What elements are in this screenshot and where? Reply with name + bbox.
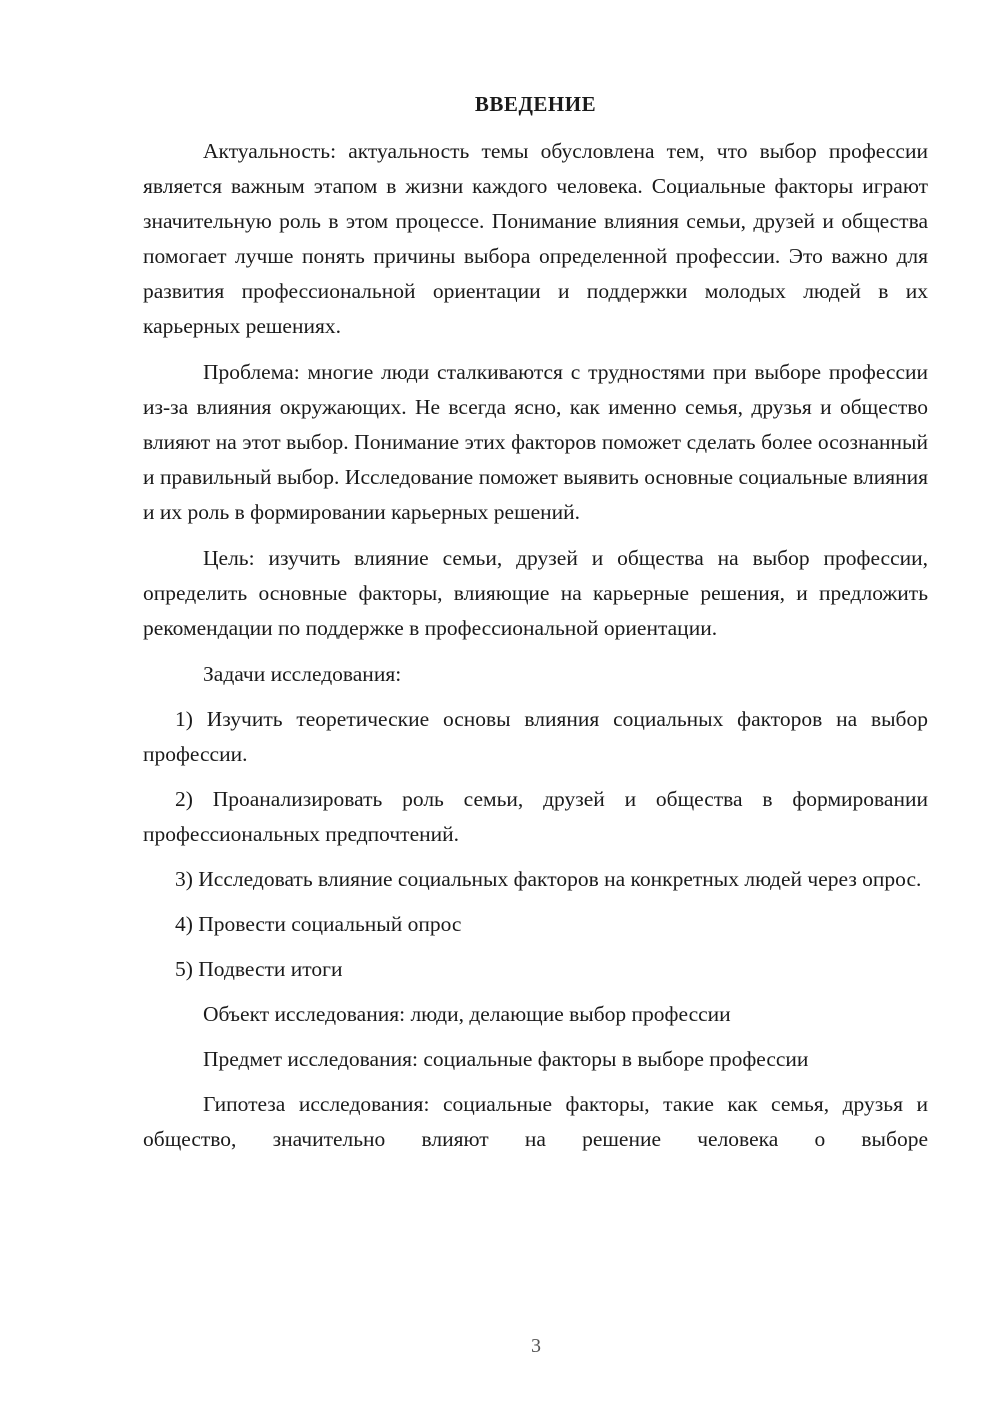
section-heading: ВВЕДЕНИЕ	[474, 92, 597, 116]
research-object: Объект исследования: люди, делающие выбор профессии	[203, 1002, 731, 1026]
task-item-4: 4) Провести социальный опрос	[175, 912, 462, 936]
task-item-3: 3) Исследовать влияние социальных факторов на конкретных людей через опрос.	[175, 867, 922, 891]
document-page	[143, 92, 928, 1168]
goal-paragraph: Цель: изучить влияние семьи, друзей и общества на выбор профессии, определить основные факторы, влияющие на карьерные решения, и предложить рекомендации по поддержке в профессиональной ориентации.	[143, 546, 928, 640]
problem-paragraph: Проблема: многие люди сталкиваются с трудностями при выборе профессии из-за влияния окружающих. Не всегда ясно, как именно семья, друзья и общество влияют на этот выбор. Понимание этих факторов поможет сделать более осознанный и правильный выбор. Исследование поможет выявить основные социальные влияния и их роль в формировании карьерных решений.	[143, 360, 928, 524]
task-item-2: 2) Проанализировать роль семьи, друзей и общества в формировании профессиональных предпочтений.	[143, 787, 928, 846]
research-subject: Предмет исследования: социальные факторы в выборе профессии	[203, 1047, 809, 1071]
tasks-heading: Задачи исследования:	[203, 662, 402, 686]
relevance-paragraph: Актуальность: актуальность темы обусловлена тем, что выбор профессии является важным этапом в жизни каждого человека. Социальные факторы играют значительную роль в этом процессе. Понимание влияния семьи, друзей и общества помогает лучше понять причины выбора определенной профессии. Это важно для развития профессиональной ориентации и поддержки молодых людей в их карьерных решениях.	[143, 139, 928, 338]
task-item-1: 1) Изучить теоретические основы влияния социальных факторов на выбор профессии.	[143, 707, 928, 766]
task-item-5: 5) Подвести итоги	[175, 957, 343, 981]
page-number: 3	[531, 1335, 541, 1357]
research-hypothesis: Гипотеза исследования: социальные факторы, такие как семья, друзья и общество, значительно влияют на решение человека о выборе	[143, 1092, 928, 1151]
